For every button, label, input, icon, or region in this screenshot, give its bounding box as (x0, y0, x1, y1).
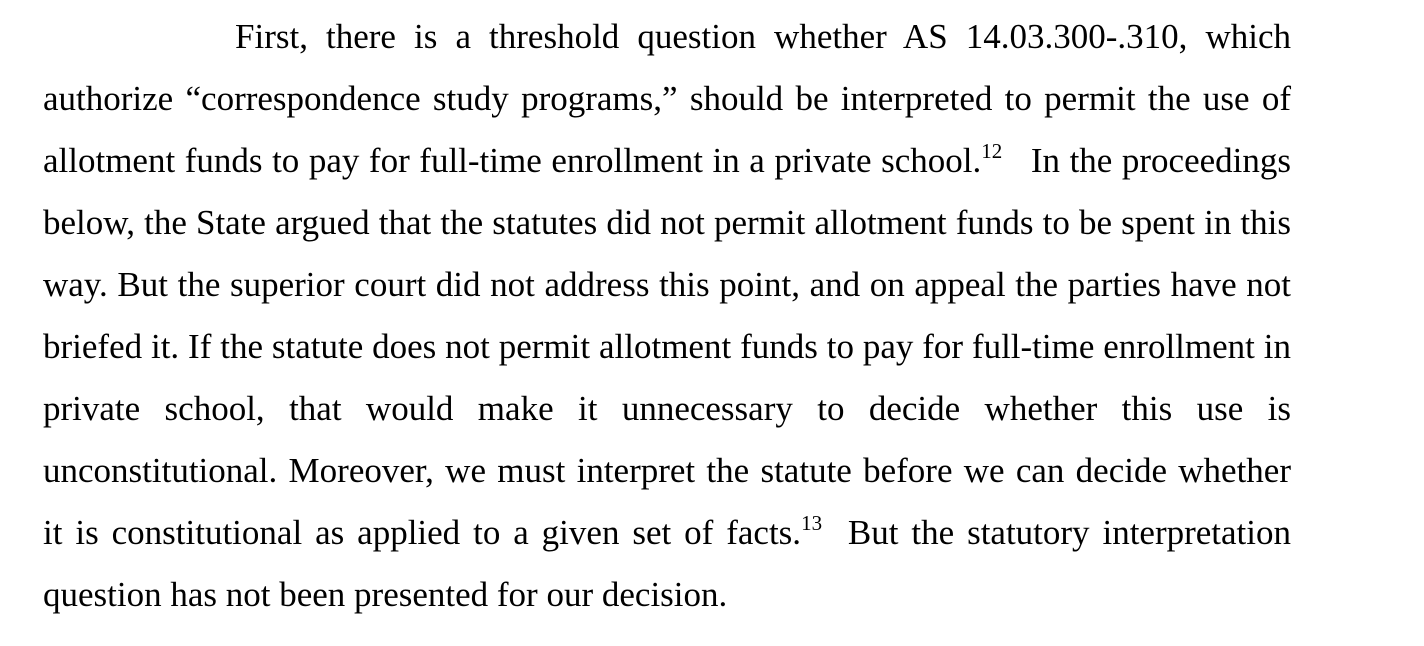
paragraph-text-part-2: In the proceedings below, the State argued that the statutes did not permit allotment funds to be spent in this way. But the superior court did not address this point, and on appeal the parties have not briefed it. If the statute does not permit allotment funds to pay for full-time enrollment in private school, that would make it unnecessary to decide whether this use is unconstitutional. Moreover, we must interpret the statute before we can decide whether it is constitutional as applied to a given set of facts. (43, 141, 1291, 552)
footnote-marker-13[interactable]: 13 (801, 511, 823, 535)
paragraph-text-part-1: First, there is a threshold question whether AS 14.03.300-.310, which authorize “correspondence study programs,” should be interpreted to permit the use of allotment funds to pay for full-time enrollment in a private school. (43, 17, 1291, 180)
paragraph-text-part-3: But the statutory interpretation question has not been presented for our decision. (43, 513, 1292, 614)
body-paragraph (43, 6, 1291, 626)
footnote-marker-12[interactable]: 12 (981, 139, 1003, 163)
